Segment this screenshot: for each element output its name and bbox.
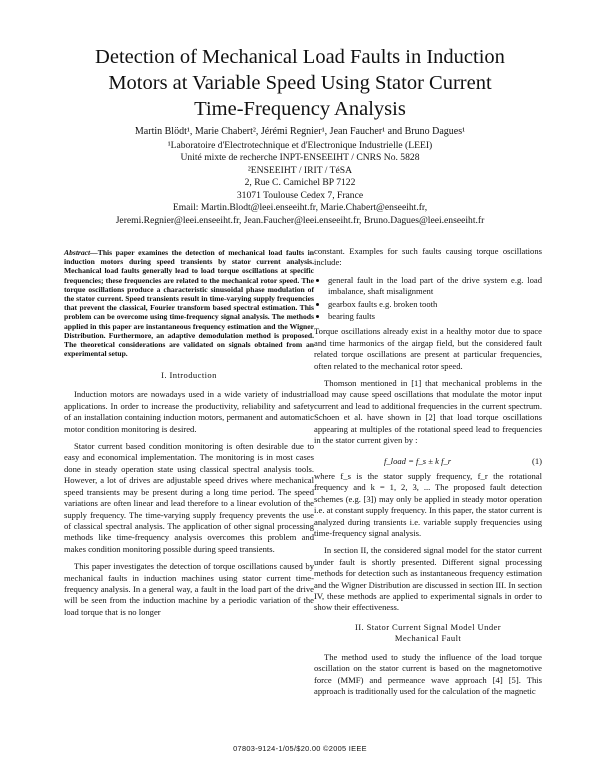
paragraph: This paper investigates the detection of torque oscillations caused by mechanical faults in induction machines using stator current time-frequency analysis. In a general way, a fault in the load part of the drive will be seen from the induction machine by a periodic variation of the load torque that is no longer bbox=[64, 561, 314, 617]
author-names: Martin Blödt¹, Marie Chabert², Jérémi Regnier¹, Jean Faucher¹ and Bruno Dagues¹ bbox=[134, 126, 466, 137]
section-heading-line: II. Stator Current Signal Model Under bbox=[354, 621, 502, 632]
equation-expression: f_load = f_s ± k f_r bbox=[384, 455, 452, 466]
paragraph: In section II, the considered signal model for the stator current under fault is shortly presented. Different signal processing methods for detection such as instantaneous frequency estimation and the Wigner Distribution are discussed in section III. In section IV, these methods are applied to experimental signals in order to show their effectiveness. bbox=[314, 545, 542, 613]
affiliation-line: ²ENSEEIHT / IRIT / TéSA bbox=[247, 164, 353, 176]
affiliation-line: 31071 Toulouse Cedex 7, France bbox=[236, 189, 364, 201]
affiliation-line: 2, Rue C. Camichel BP 7122 bbox=[244, 177, 356, 188]
list-item: • gearbox faults e.g. broken tooth bbox=[328, 299, 542, 310]
paragraph: constant. Examples for such faults causing torque oscillations include: bbox=[314, 246, 542, 268]
fault-list bbox=[314, 275, 542, 323]
left-column bbox=[64, 248, 314, 624]
list-item: • bearing faults bbox=[328, 311, 542, 322]
title-line-3: Time-Frequency Analysis bbox=[194, 98, 406, 120]
paragraph: Thomson mentioned in [1] that mechanical problems in the load may cause speed oscillations that modulate the motor input current and lead to additional frequencies in the current spectrum. Schoen et al. have shown in [2] that load torque oscillations appearing at multiples of the rotational speed lead to frequencies in the stator current given by : bbox=[314, 378, 542, 446]
copyright-footer: 07803-9124-1/05/$20.00 ©2005 IEEE bbox=[233, 744, 367, 753]
section-heading-line: Mechanical Fault bbox=[394, 632, 462, 643]
email-line: Email: Martin.Blodt@leei.enseeiht.fr, Marie.Chabert@enseeiht.fr, bbox=[172, 202, 428, 213]
paragraph: where f_s is the stator supply frequency, f_r the rotational frequency and k = 1, 2, 3, ... The proposed fault detection schemes (e.g. [3]) may only be applied in steady motor operation i.e. at constant supply frequency. In this paper, the stator current is analyzed during transients i.e. variable supply frequencies using time-frequency signal analysis. bbox=[314, 470, 542, 538]
list-item: • general fault in the load part of the drive system e.g. load imbalance, shaft misalignment bbox=[328, 275, 542, 298]
paragraph: Induction motors are nowadays used in a wide variety of industrial applications. In order to increase the productivity, reliability and safety of an installation containing induction motors, permanent and automatic motor condition monitoring is desired. bbox=[64, 389, 314, 434]
author-block bbox=[60, 126, 540, 227]
abstract-text: This paper examines the detection of mechanical load faults in induction motors during speed transients by stator current analysis. Mechanical load faults generally lead to load torque oscillations at specific frequencies; these frequencies are related to the mechanical rotor speed. The torque oscillations produce a characteristic sinusoidal phase modulation of the stator current. Speed transients result in time-varying supply frequencies that prevent the classical, Fourier transform based spectral estimation. This problem can be overcome using time-frequency signal analysis. The methods applied in this paper are instantaneous frequency estimation and the Wigner Distribution. Furthermore, an adaptive demodulation method is proposed. The theoretical considerations are validated on signals obtained from an experimental setup. bbox=[64, 248, 314, 359]
title-line-1: Detection of Mechanical Load Faults in Induction bbox=[95, 46, 505, 68]
affiliation-line: Unité mixte de recherche INPT-ENSEEIHT / CNRS No. 5828 bbox=[180, 152, 420, 163]
paragraph: Stator current based condition monitoring is often desirable due to easy and economical implementation. The monitoring is in most cases done in steady operation state using classical spectral analysis tools. However, a lot of drives are adjustable speed drives where mechanical speed transients may be present during a long time period. The speed variations are often linear and lead therefore to a linear evolution of the supply frequency. The time-varying supply frequency prevents the use of classical spectral analysis. The application of other signal processing methods like time-frequency analysis overcomes this problem and makes condition monitoring possible during speed transients. bbox=[64, 441, 314, 554]
paper-title bbox=[60, 44, 540, 122]
title-line-2: Motors at Variable Speed Using Stator Current bbox=[108, 72, 492, 94]
paragraph: The method used to study the influence of the load torque oscillation on the stator current is based on the magnetomotive force (MMF) and permeance wave approach [4] [5]. This approach is traditionally used for the calculation of the magnetic bbox=[314, 651, 542, 696]
section-heading-signal-model bbox=[314, 622, 542, 644]
paragraph: Torque oscillations already exist in a healthy motor due to space and time harmonics of the airgap field, but the considered fault related torque oscillations are present at particular frequencies, often related to the mechanical rotor speed. bbox=[314, 326, 542, 371]
abstract-label: Abstract— bbox=[64, 248, 98, 257]
email-line: Jeremi.Regnier@leei.enseeiht.fr, Jean.Faucher@leei.enseeiht.fr, Bruno.Dagues@leei.enseeiht.fr bbox=[115, 214, 485, 226]
equation-1 bbox=[314, 453, 542, 471]
affiliation-line: ¹Laboratoire d'Electrotechnique et d'Electronique Industrielle (LEEI) bbox=[167, 139, 433, 151]
section-heading-introduction: I. Introduction bbox=[161, 370, 217, 381]
right-column bbox=[314, 246, 542, 703]
abstract bbox=[64, 248, 314, 358]
equation-number: (1) bbox=[531, 455, 542, 466]
